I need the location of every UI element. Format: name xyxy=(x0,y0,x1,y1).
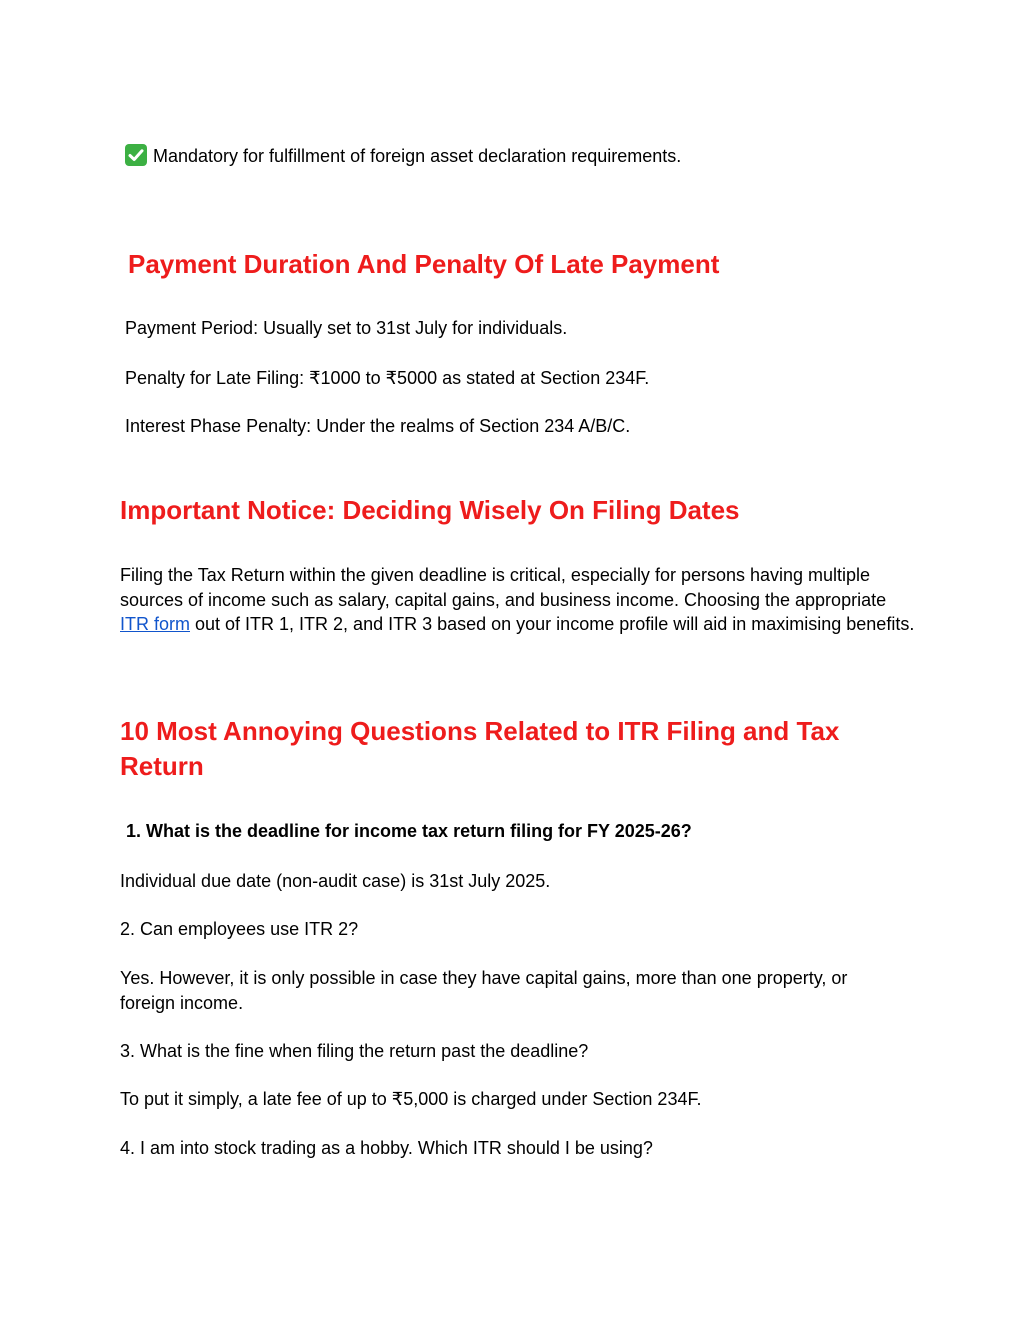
question-4: 4. I am into stock trading as a hobby. Which ITR should I be using? xyxy=(120,1138,653,1158)
question-2: 2. Can employees use ITR 2? xyxy=(120,919,359,939)
intro-line xyxy=(125,144,681,168)
answer-2: Yes. However, it is only possible in case they have capital gains, more than one property, or foreign income. xyxy=(120,968,848,1013)
check-mark-button-icon xyxy=(125,144,147,166)
filing-notice-paragraph xyxy=(120,563,920,637)
heading-annoying-questions-line1: 10 Most Annoying Questions Related to ITR Filing and Tax xyxy=(120,716,840,746)
question-3: 3. What is the fine when filing the return past the deadline? xyxy=(120,1041,589,1061)
heading-annoying-questions-line2: Return xyxy=(120,751,204,781)
interest-penalty-text: Interest Phase Penalty: Under the realms of Section 234 A/B/C. xyxy=(125,416,631,436)
late-filing-penalty-text: Penalty for Late Filing: ₹1000 to ₹5000 as stated at Section 234F. xyxy=(125,368,650,388)
notice-text-after-link: out of ITR 1, ITR 2, and ITR 3 based on your income profile will aid in maximising benefits. xyxy=(190,614,915,634)
notice-text-before-link: Filing the Tax Return within the given deadline is critical, especially for persons having multiple sources of income such as salary, capital gains, and business income. Choosing the appropriate xyxy=(120,565,887,610)
heading-important-notice: Important Notice: Deciding Wisely On Filing Dates xyxy=(120,495,740,525)
payment-period-text: Payment Period: Usually set to 31st July for individuals. xyxy=(125,318,568,338)
itr-form-link[interactable]: ITR form xyxy=(120,614,190,634)
answer-3: To put it simply, a late fee of up to ₹5,000 is charged under Section 234F. xyxy=(120,1089,702,1109)
heading-annoying-questions xyxy=(120,714,839,784)
question-1: 1. What is the deadline for income tax return filing for FY 2025-26? xyxy=(126,821,692,841)
intro-text: Mandatory for fulfillment of foreign asset declaration requirements. xyxy=(153,146,682,166)
answer-1: Individual due date (non-audit case) is 31st July 2025. xyxy=(120,871,551,891)
heading-payment-duration: Payment Duration And Penalty Of Late Payment xyxy=(128,249,720,279)
